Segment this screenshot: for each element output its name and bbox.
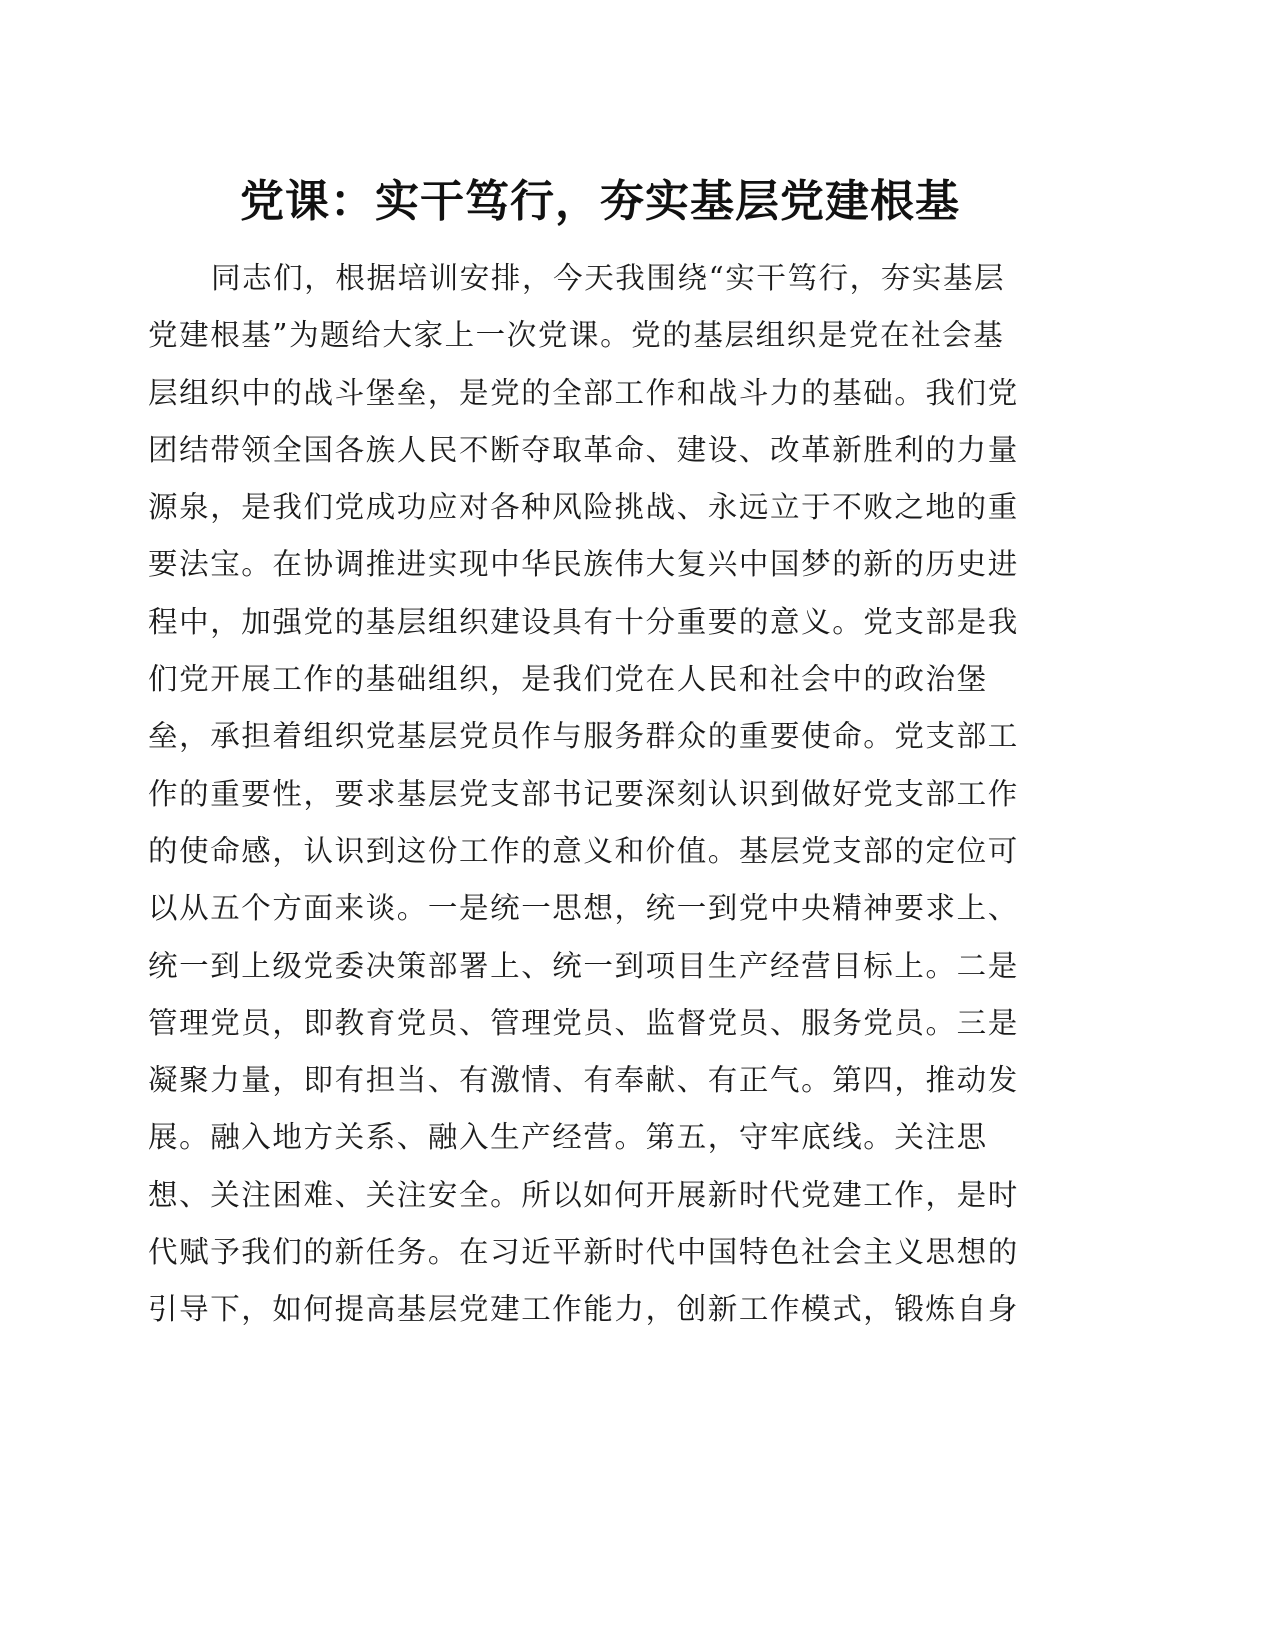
paragraph-line: 要法宝。在协调推进实现中华民族伟大复兴中国梦的新的历史进 [148, 547, 1019, 582]
paragraph-line: 程中，加强党的基层组织建设具有十分重要的意义。党支部是我 [148, 604, 1019, 639]
paragraph-line: 凝聚力量，即有担当、有激情、有奉献、有正气。第四，推动发 [148, 1063, 1019, 1098]
paragraph-line: 以从五个方面来谈。一是统一思想，统一到党中央精神要求上、 [148, 891, 1019, 926]
paragraph-line: 引导下，如何提高基层党建工作能力，创新工作模式，锻炼自身 [148, 1292, 1019, 1327]
paragraph-line: 层组织中的战斗堡垒，是党的全部工作和战斗力的基础。我们党 [148, 375, 1019, 410]
paragraph-line: 垒，承担着组织党基层党员作与服务群众的重要使命。党支部工 [148, 719, 1019, 754]
paragraph-line: 作的重要性，要求基层党支部书记要深刻认识到做好党支部工作 [148, 776, 1019, 811]
paragraph-line: 党建根基”为题给大家上一次党课。党的基层组织是党在社会基 [148, 318, 1005, 353]
paragraph-line: 的使命感，认识到这份工作的意义和价值。基层党支部的定位可 [148, 833, 1019, 868]
paragraph-line: 源泉，是我们党成功应对各种风险挑战、永远立于不败之地的重 [148, 490, 1019, 525]
paragraph-line: 管理党员，即教育党员、管理党员、监督党员、服务党员。三是 [148, 1005, 1019, 1040]
paragraph-line: 们党开展工作的基础组织，是我们党在人民和社会中的政治堡 [148, 662, 988, 697]
paragraph-line: 展。融入地方关系、融入生产经营。第五，守牢底线。关注思 [148, 1120, 988, 1155]
paragraph-line: 想、关注困难、关注安全。所以如何开展新时代党建工作，是时 [148, 1177, 1019, 1212]
body-paragraph [148, 250, 1038, 1339]
paragraph-line: 统一到上级党委决策部署上、统一到项目生产经营目标上。二是 [148, 948, 1019, 983]
paragraph-line: 代赋予我们的新任务。在习近平新时代中国特色社会主义思想的 [148, 1235, 1019, 1270]
paragraph-line: 团结带领全国各族人民不断夺取革命、建设、改革新胜利的力量 [148, 432, 1019, 467]
paragraph-line: 同志们，根据培训安排，今天我围绕“实干笃行，夯实基层 [211, 261, 1006, 295]
page-title: 党课：实干笃行，夯实基层党建根基 [240, 176, 960, 227]
